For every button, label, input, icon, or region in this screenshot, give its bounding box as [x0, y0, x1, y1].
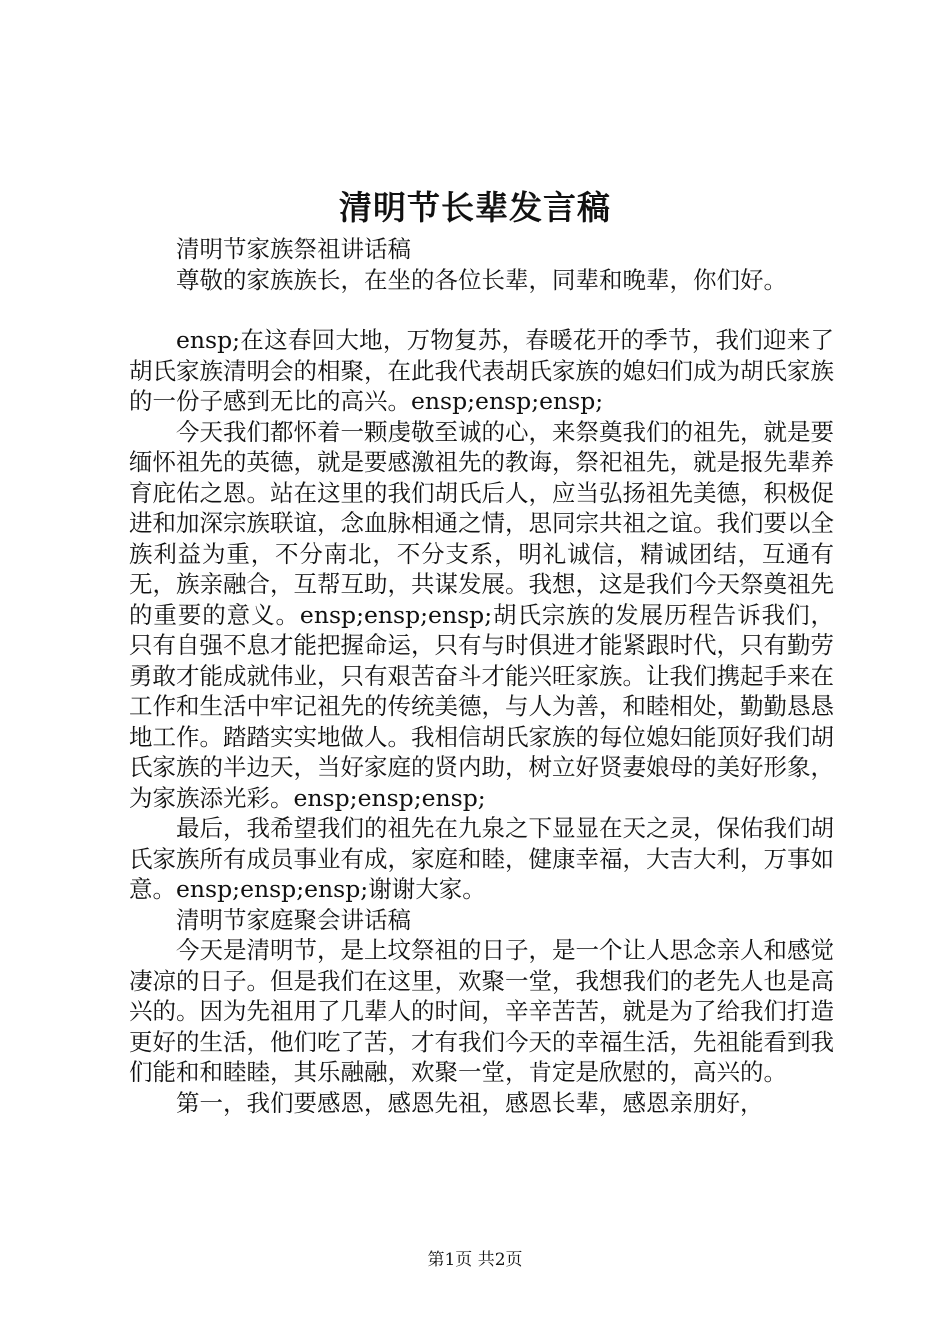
section-heading-family: 清明节家庭聚会讲话稿: [176, 905, 411, 934]
body-paragraph: 今天是清明节，是上坟祭祖的日子，是一个让人思念亲人和感觉凄凉的日子。但是我们在这里，欢聚一堂，我想我们的老先人也是高兴的。因为先祖用了几辈人的时间，辛辛苦苦，就是为了给我们打造更好的生活，他们吃了苦，才有我们今天的幸福生活，先祖能看到我们能和和睦睦，其乐融融，欢聚一堂，肯定是欣慰的，高兴的。: [129, 936, 834, 1086]
section-heading-clan: 清明节家族祭祖讲话稿: [176, 235, 411, 263]
body-paragraph: 最后，我希望我们的祖先在九泉之下显显在天之灵，保佑我们胡氏家族所有成员事业有成，家庭和睦，健康幸福，大吉大利，万事如意。ensp;ensp;ensp;谢谢大家。: [129, 814, 834, 903]
greeting-paragraph: 尊敬的家族族长，在坐的各位长辈，同辈和晚辈，你们好。: [176, 265, 787, 294]
body-paragraph: 第一，我们要感恩，感恩先祖，感恩长辈，感恩亲朋好，: [176, 1088, 764, 1117]
body-paragraph: 今天我们都怀着一颗虔敬至诚的心，来祭奠我们的祖先，就是要缅怀祖先的英德，就是要感激祖先的教诲，祭祀祖先，就是报先辈养育庇佑之恩。站在这里的我们胡氏后人，应当弘扬祖先美德，积极促进和加深宗族联谊，念血脉相通之情，思同宗共祖之谊。我们要以全族利益为重，不分南北，不分支系，明礼诚信，精诚团结，互通有无，族亲融合，互帮互助，共谋发展。我想，这是我们今天祭奠祖先的重要的意义。ensp;ensp;ensp;胡氏宗族的发展历程告诉我们，只有自强不息才能把握命运，只有与时俱进才能紧跟时代，只有勤劳勇敢才能成就伟业，只有艰苦奋斗才能兴旺家族。让我们携起手来在工作和生活中牢记祖先的传统美德，与人为善，和睦相处，勤勤恳恳地工作。踏踏实实地做人。我相信胡氏家族的每位媳妇能顶好我们胡氏家族的半边天，当好家庭的贤内助，树立好贤妻娘母的美好形象，为家族添光彩。ensp;ensp;ensp;: [129, 417, 834, 812]
body-paragraph: ensp;在这春回大地，万物复苏，春暖花开的季节，我们迎来了胡氏家族清明会的相聚，在此我代表胡氏家族的媳妇们成为胡氏家族的一份子感到无比的高兴。ensp;ensp;ensp;: [129, 326, 834, 415]
document-body: [129, 234, 834, 1118]
page-number: 第1页 共2页: [427, 1250, 523, 1270]
document-title: 清明节长辈发言稿: [339, 188, 611, 227]
